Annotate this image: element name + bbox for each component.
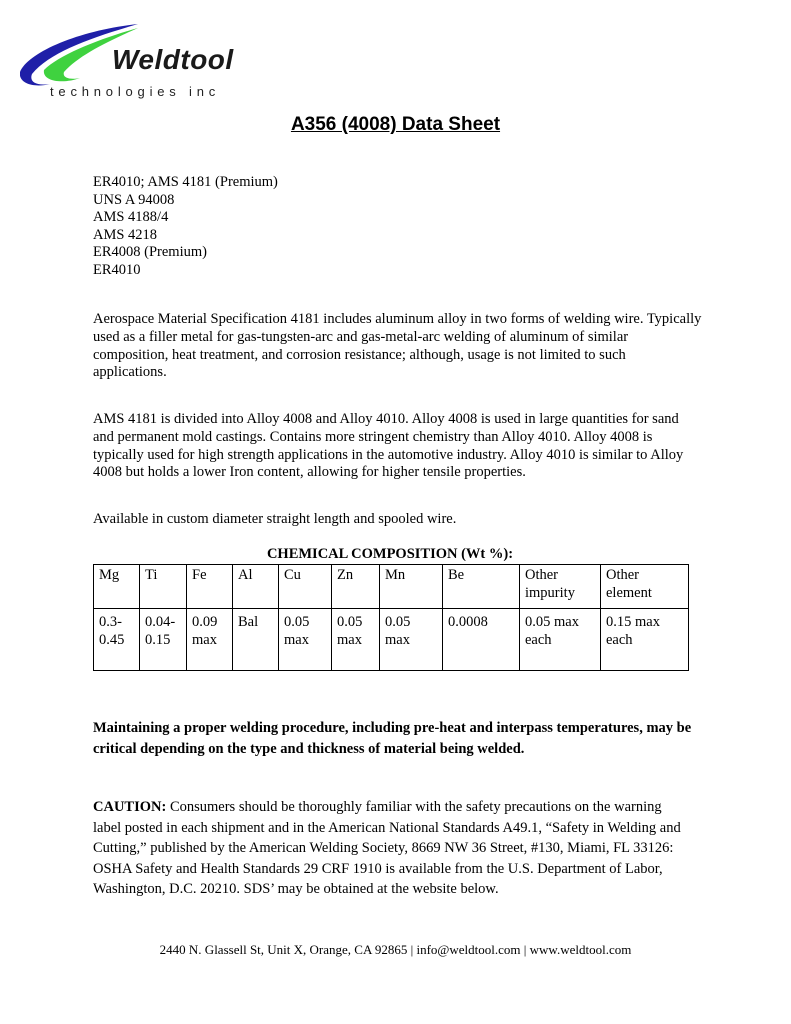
table-header-row xyxy=(94,565,689,609)
table-cell: 0.05 max xyxy=(380,609,443,671)
availability-paragraph: Available in custom diameter straight length and spooled wire. xyxy=(93,511,457,527)
table-cell: 0.09 max xyxy=(187,609,233,671)
composition-table xyxy=(93,564,689,671)
spec-item: AMS 4188/4 xyxy=(93,209,169,226)
composition-caption: CHEMICAL COMPOSITION (Wt %): xyxy=(266,546,514,562)
specification-list xyxy=(93,174,278,280)
table-header-cell: Other element xyxy=(601,565,689,609)
caution-paragraph xyxy=(93,797,693,900)
table-header-cell: Cu xyxy=(279,565,332,609)
table-row xyxy=(94,609,689,671)
table-cell: 0.05 max xyxy=(279,609,332,671)
spec-item: ER4008 (Premium) xyxy=(93,244,207,261)
description-paragraph: Aerospace Material Specification 4181 includes aluminum alloy in two forms of welding wire. Typically used as a filler metal for gas-tungsten-arc and gas-metal-arc welding of aluminum of similar composition, heat treatment, and corrosion resistance; although, usage is not limited to such applications. xyxy=(93,311,702,381)
table-header-cell: Mn xyxy=(380,565,443,609)
table-header-cell: Be xyxy=(443,565,520,609)
table-cell: 0.04-0.15 xyxy=(140,609,187,671)
table-header-cell: Al xyxy=(233,565,279,609)
page-title: A356 (4008) Data Sheet xyxy=(290,114,501,135)
table-cell: 0.15 max each xyxy=(601,609,689,671)
table-cell: 0.05 max xyxy=(332,609,380,671)
spec-item: AMS 4218 xyxy=(93,226,158,243)
table-header-cell: Mg xyxy=(94,565,140,609)
table-header-cell: Other impurity xyxy=(520,565,601,609)
caution-label: CAUTION: xyxy=(93,799,167,815)
spec-item: ER4010; AMS 4181 (Premium) xyxy=(93,174,278,190)
table-header-cell: Ti xyxy=(140,565,187,609)
brand-tagline: technologies inc xyxy=(50,84,221,99)
table-cell: Bal xyxy=(233,609,279,671)
table-header-cell: Fe xyxy=(187,565,233,609)
spec-item: UNS A 94008 xyxy=(93,191,175,208)
table-cell: 0.0008 xyxy=(443,609,520,671)
spec-item: ER4010 xyxy=(93,261,141,278)
brand-name: Weldtool xyxy=(112,44,234,75)
alloy-paragraph: AMS 4181 is divided into Alloy 4008 and Alloy 4010. Alloy 4008 is used in large quantities for sand and permanent mold castings. Contains more stringent chemistry than Alloy 4010. Alloy 4008 is typically used for high strength applications in the automotive industry. Alloy 4010 is similar to Alloy 4008 but holds a lower Iron content, allowing for higher tensile properties. xyxy=(93,411,684,481)
table-header-cell: Zn xyxy=(332,565,380,609)
table-cell: 0.3-0.45 xyxy=(94,609,140,671)
procedure-note: Maintaining a proper welding procedure, including pre-heat and interpass temperatures, may be critical depending on the type and thickness of material being welded. xyxy=(93,720,692,757)
footer-contact: 2440 N. Glassell St, Unit X, Orange, CA 92865 | info@weldtool.com | www.weldtool.com xyxy=(159,942,632,957)
caution-text: Consumers should be thoroughly familiar with the safety precautions on the warning label posted in each shipment and in the American National Standards A49.1, “Safety in Welding and Cutting,” published by the American Welding Society, 8669 NW 36 Street, #130, Miami, FL 33126: OSHA Safety and Health Standards 29 CRF 1910 is available from the U.S. Department of Labor, Washington, D.C. 20210. SDS’ may be obtained at the website below. xyxy=(93,799,681,898)
table-cell: 0.05 max each xyxy=(520,609,601,671)
